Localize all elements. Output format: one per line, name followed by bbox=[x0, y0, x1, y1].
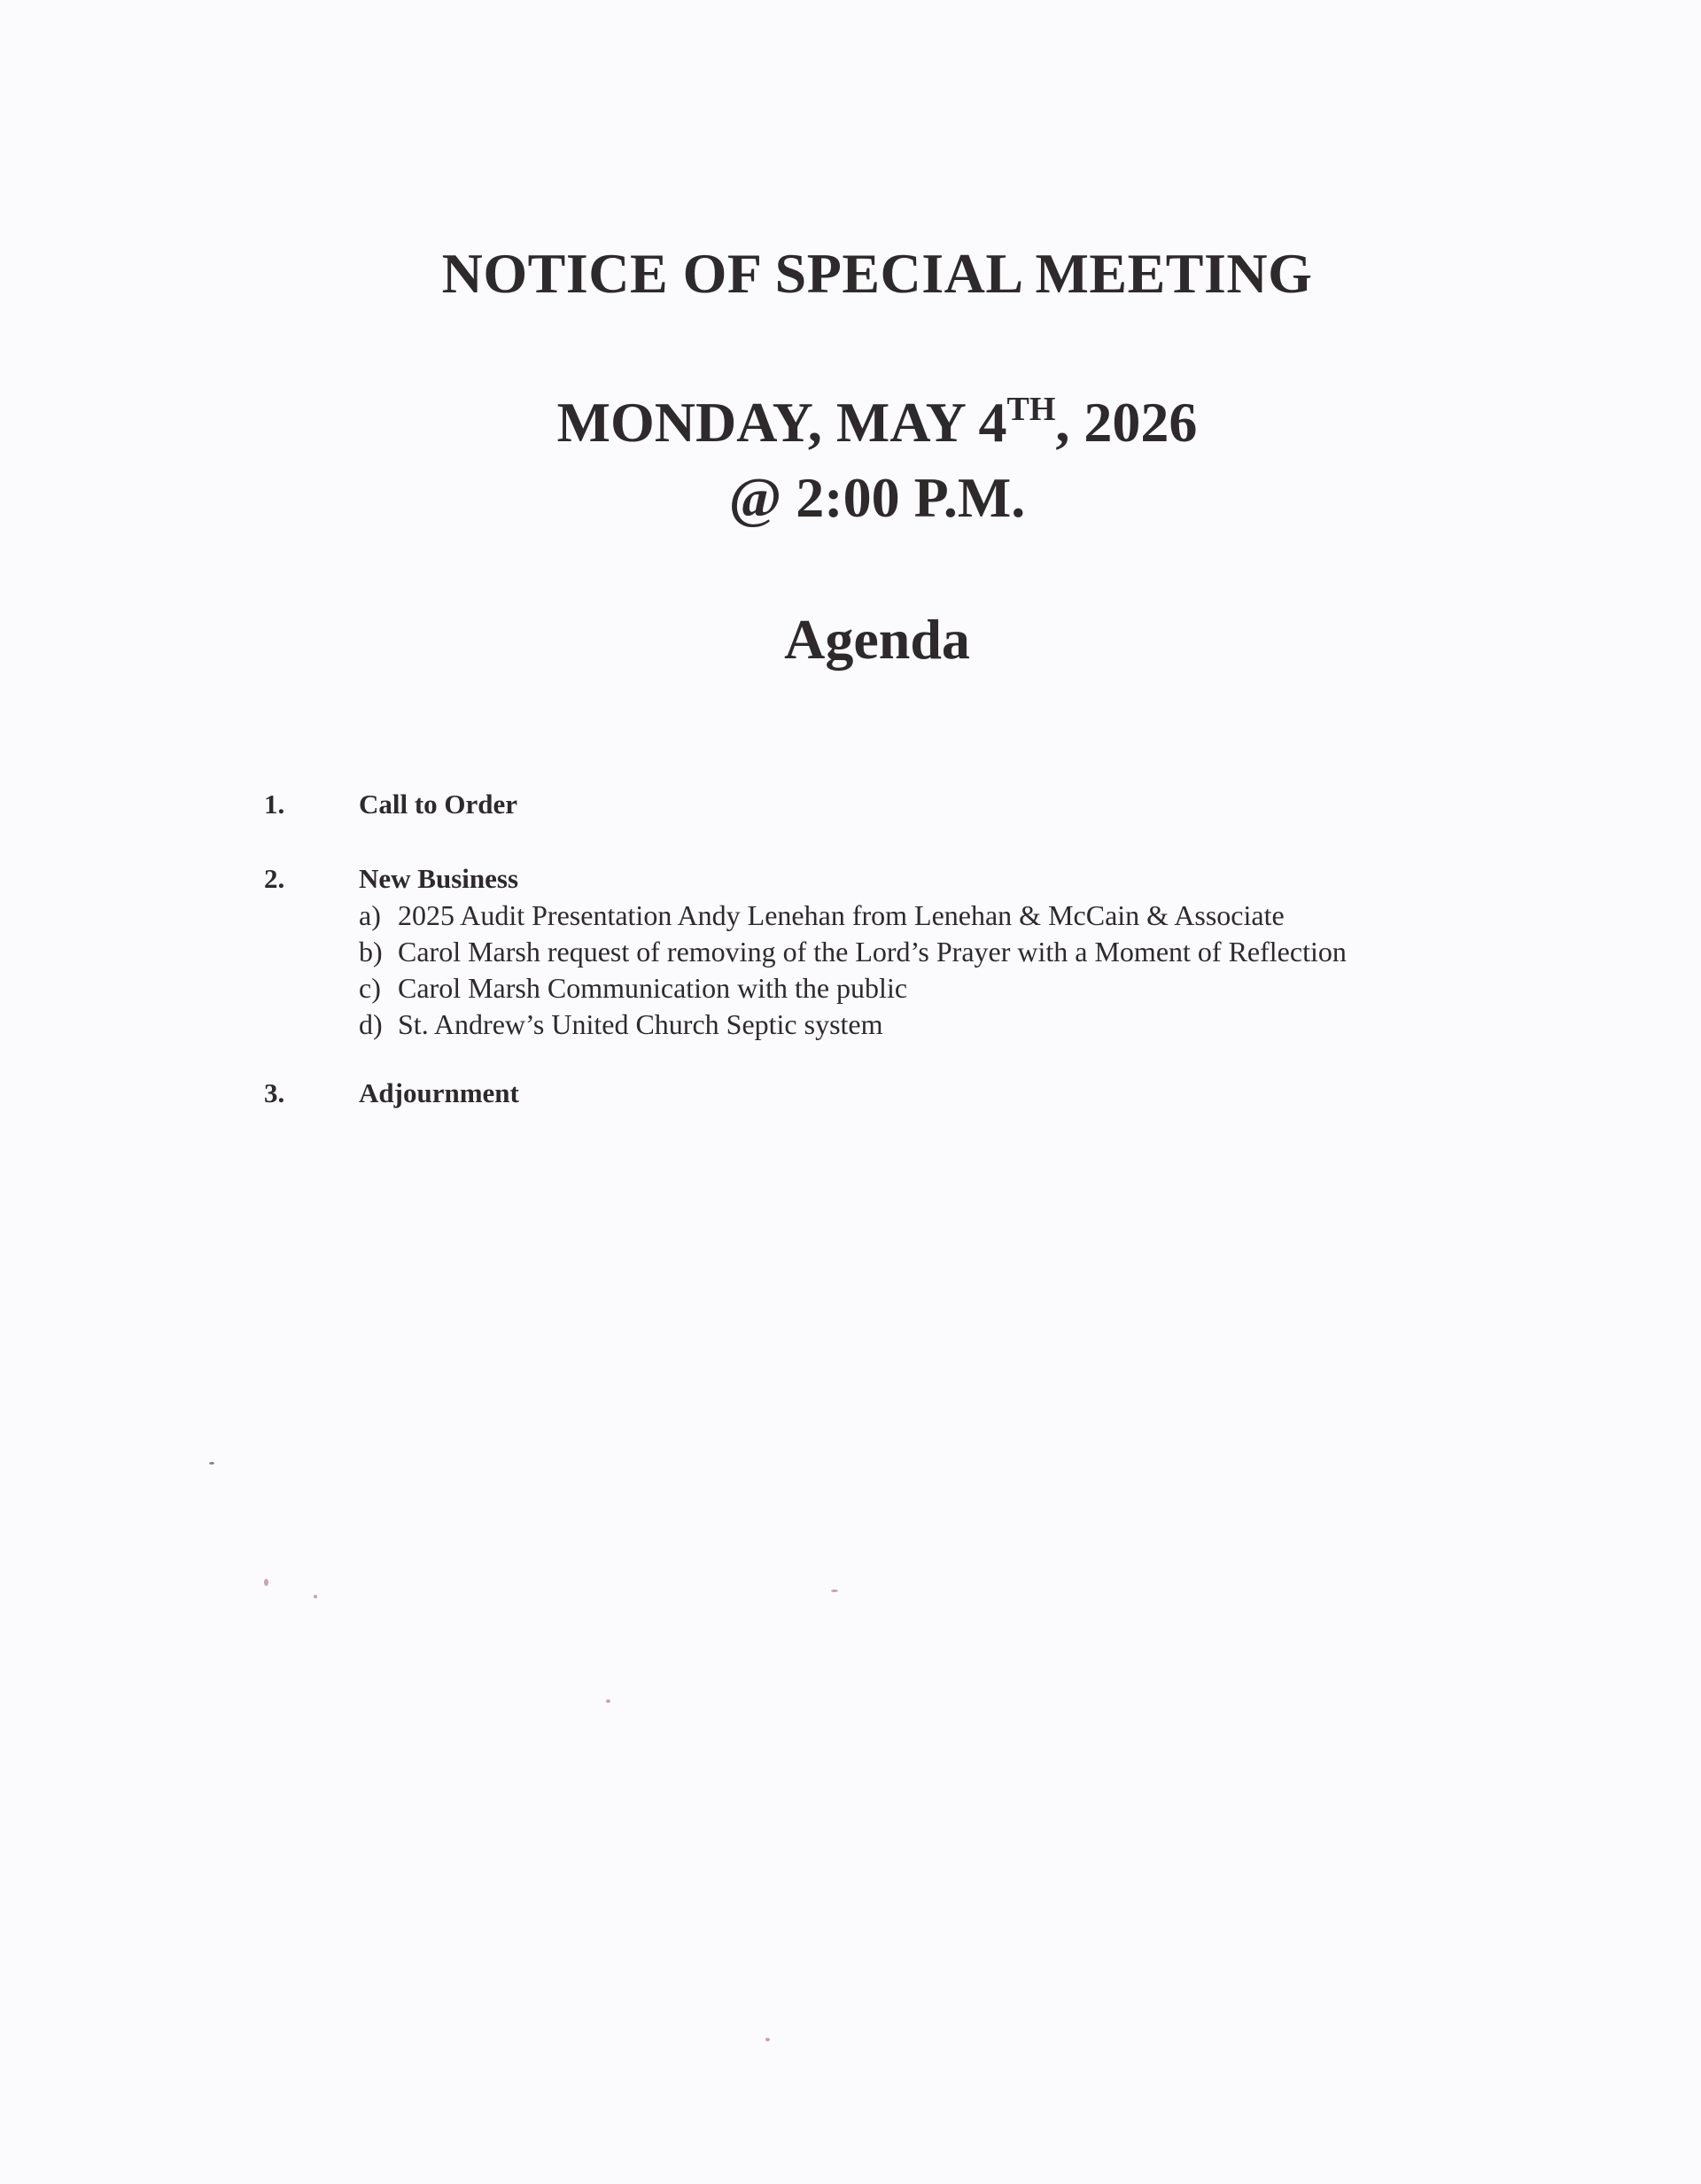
list-item bbox=[359, 970, 1347, 1007]
meeting-date-main: MONDAY, MAY 4 bbox=[556, 391, 1007, 454]
agenda-item-1-number: 1. bbox=[264, 789, 285, 820]
list-item bbox=[359, 1007, 1347, 1043]
list-item bbox=[359, 898, 1347, 934]
meeting-date-ordinal: TH bbox=[1006, 391, 1056, 428]
subitem-letter: b) bbox=[359, 936, 383, 968]
agenda-item-3-title: Adjournment bbox=[359, 1077, 519, 1108]
subitem-text: Carol Marsh Communication with the public bbox=[398, 972, 908, 1004]
subitem-letter: c) bbox=[359, 972, 381, 1004]
scan-speck bbox=[264, 1579, 268, 1586]
agenda-item-2-title: New Business bbox=[359, 863, 519, 894]
agenda-item-3-number: 3. bbox=[264, 1077, 285, 1108]
subitem-text: 2025 Audit Presentation Andy Lenehan from Lenehan & McCain & Associate bbox=[398, 899, 1285, 931]
agenda-item-1-title: Call to Order bbox=[359, 789, 518, 820]
notice-title: NOTICE OF SPECIAL MEETING bbox=[441, 242, 1313, 305]
agenda-heading: Agenda bbox=[784, 608, 970, 671]
subitem-text: Carol Marsh request of removing of the Lord’s Prayer with a Moment of Reflection bbox=[398, 936, 1347, 968]
meeting-date bbox=[0, 390, 1701, 455]
subitem-text: St. Andrew’s United Church Septic system bbox=[398, 1008, 883, 1040]
agenda-item-2-number: 2. bbox=[264, 863, 285, 894]
list-item bbox=[359, 934, 1347, 970]
scan-speck bbox=[314, 1595, 317, 1598]
scan-speck bbox=[606, 1699, 610, 1703]
subitem-letter: a) bbox=[359, 899, 381, 931]
meeting-date-year: , 2026 bbox=[1055, 391, 1198, 454]
scan-speck bbox=[765, 2038, 770, 2041]
subitem-letter: d) bbox=[359, 1008, 383, 1040]
new-business-list bbox=[359, 898, 1347, 1043]
scan-speck bbox=[831, 1589, 838, 1592]
scan-speck bbox=[209, 1462, 214, 1465]
meeting-time: @ 2:00 P.M. bbox=[728, 466, 1026, 529]
